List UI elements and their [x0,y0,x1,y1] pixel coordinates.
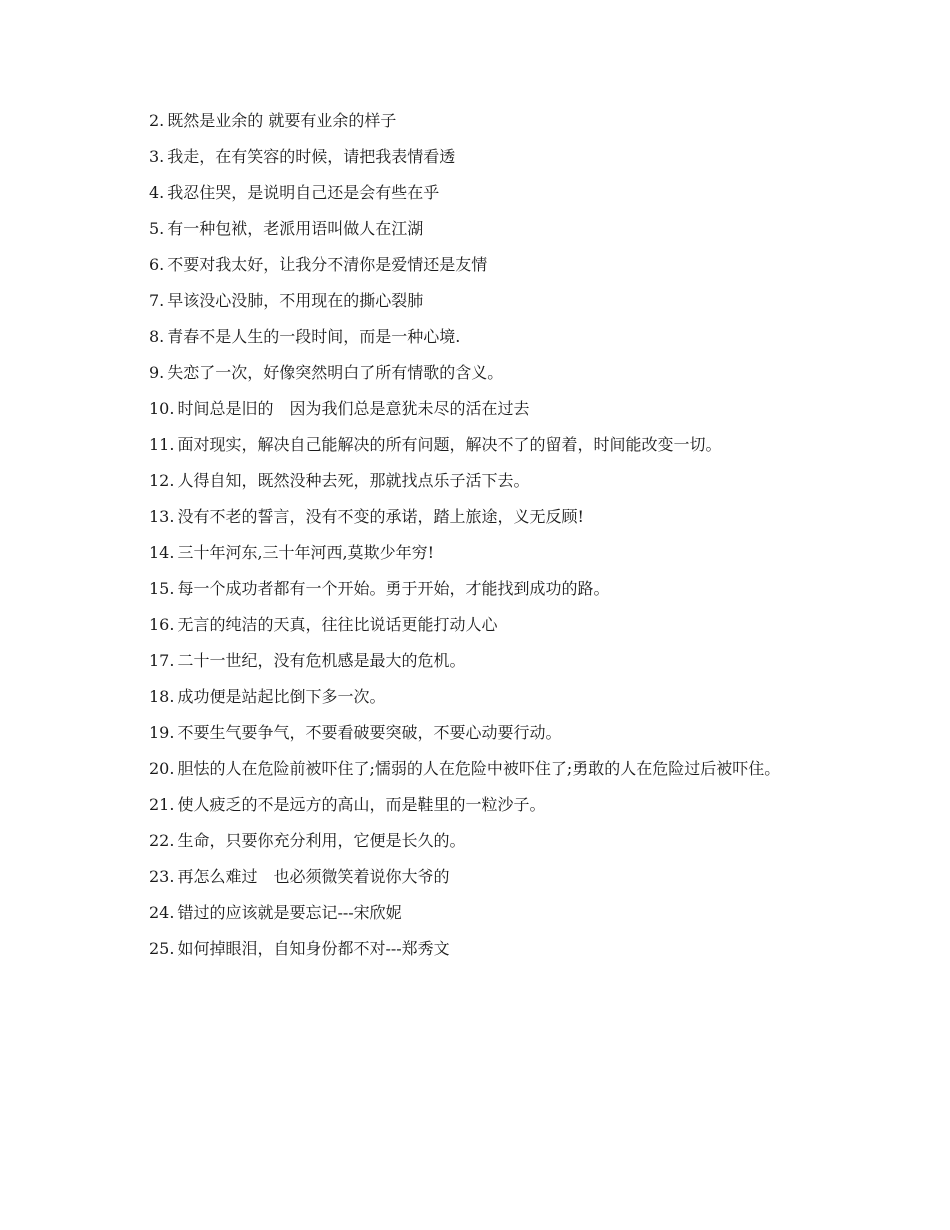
list-item [113,435,835,471]
list-item [113,903,835,939]
item-number: 9. [149,363,165,382]
quote-list [113,111,835,975]
item-number: 10. [149,399,175,418]
list-item [113,543,835,579]
item-number: 8. [149,327,165,346]
list-item [113,363,835,399]
item-number: 25. [149,939,175,958]
item-number: 21. [149,795,175,814]
item-number: 17. [149,651,175,670]
item-text: 再怎么难过 也必须微笑着说你大爷的 [177,867,450,886]
item-number: 23. [149,867,175,886]
list-item [113,327,835,363]
item-number: 14. [149,543,175,562]
item-text: 如何掉眼泪，自知身份都不对---郑秀文 [177,939,450,958]
list-item [113,507,835,543]
list-item [113,687,835,723]
item-number: 22. [149,831,175,850]
item-number: 6. [149,255,165,274]
item-text: 三十年河东,三十年河西,莫欺少年穷! [177,543,435,562]
list-item [113,111,835,147]
item-text: 面对现实，解决自己能解决的所有问题，解决不了的留着，时间能改变一切。 [177,435,722,454]
item-text: 错过的应该就是要忘记---宋欣妮 [177,903,402,922]
item-number: 12. [149,471,175,490]
item-text: 时间总是旧的 因为我们总是意犹未尽的活在过去 [177,399,530,418]
item-text: 既然是业余的 就要有业余的样子 [167,111,397,130]
item-text: 有一种包袱，老派用语叫做人在江湖 [167,219,424,238]
item-number: 19. [149,723,175,742]
item-text: 成功便是站起比倒下多一次。 [177,687,386,706]
item-text: 不要对我太好，让我分不清你是爱情还是友情 [167,255,488,274]
list-item [113,723,835,759]
list-item [113,615,835,651]
item-text: 我忍住哭，是说明自己还是会有些在乎 [167,183,440,202]
list-item [113,219,835,255]
list-item [113,399,835,435]
item-text: 早该没心没肺，不用现在的撕心裂肺 [167,291,424,310]
list-item [113,831,835,867]
list-item [113,255,835,291]
item-number: 4. [149,183,165,202]
item-text: 没有不老的誓言，没有不变的承诺，踏上旅途，义无反顾! [177,507,584,526]
item-text: 人得自知，既然没种去死，那就找点乐子活下去。 [177,471,530,490]
item-number: 15. [149,579,175,598]
list-item [113,651,835,687]
item-number: 5. [149,219,165,238]
list-item [113,939,835,975]
item-number: 20. [149,759,175,778]
list-item [113,291,835,327]
item-text: 无言的纯洁的天真，往往比说话更能打动人心 [177,615,498,634]
item-text: 每一个成功者都有一个开始。勇于开始，才能找到成功的路。 [177,579,610,598]
list-item [113,579,835,615]
item-number: 11. [149,435,175,454]
item-number: 13. [149,507,175,526]
item-text: 二十一世纪，没有危机感是最大的危机。 [177,651,466,670]
item-text: 胆怯的人在危险前被吓住了;懦弱的人在危险中被吓住了;勇敢的人在危险过后被吓住。 [177,759,781,778]
item-number: 24. [149,903,175,922]
list-item [113,795,835,831]
list-item [113,183,835,219]
item-number: 7. [149,291,165,310]
list-item [113,471,835,507]
item-text: 青春不是人生的一段时间，而是一种心境. [167,327,461,346]
item-number: 2. [149,111,165,130]
list-item [113,759,835,779]
item-number: 18. [149,687,175,706]
item-text: 使人疲乏的不是远方的高山，而是鞋里的一粒沙子。 [177,795,546,814]
list-item [113,867,835,903]
item-number: 16. [149,615,175,634]
item-text: 我走，在有笑容的时候，请把我表情看透 [167,147,456,166]
item-text: 生命，只要你充分利用，它便是长久的。 [177,831,466,850]
item-number: 3. [149,147,165,166]
list-item [113,147,835,183]
item-text: 失恋了一次，好像突然明白了所有情歌的含义。 [167,363,504,382]
item-text: 不要生气要争气，不要看破要突破，不要心动要行动。 [177,723,562,742]
